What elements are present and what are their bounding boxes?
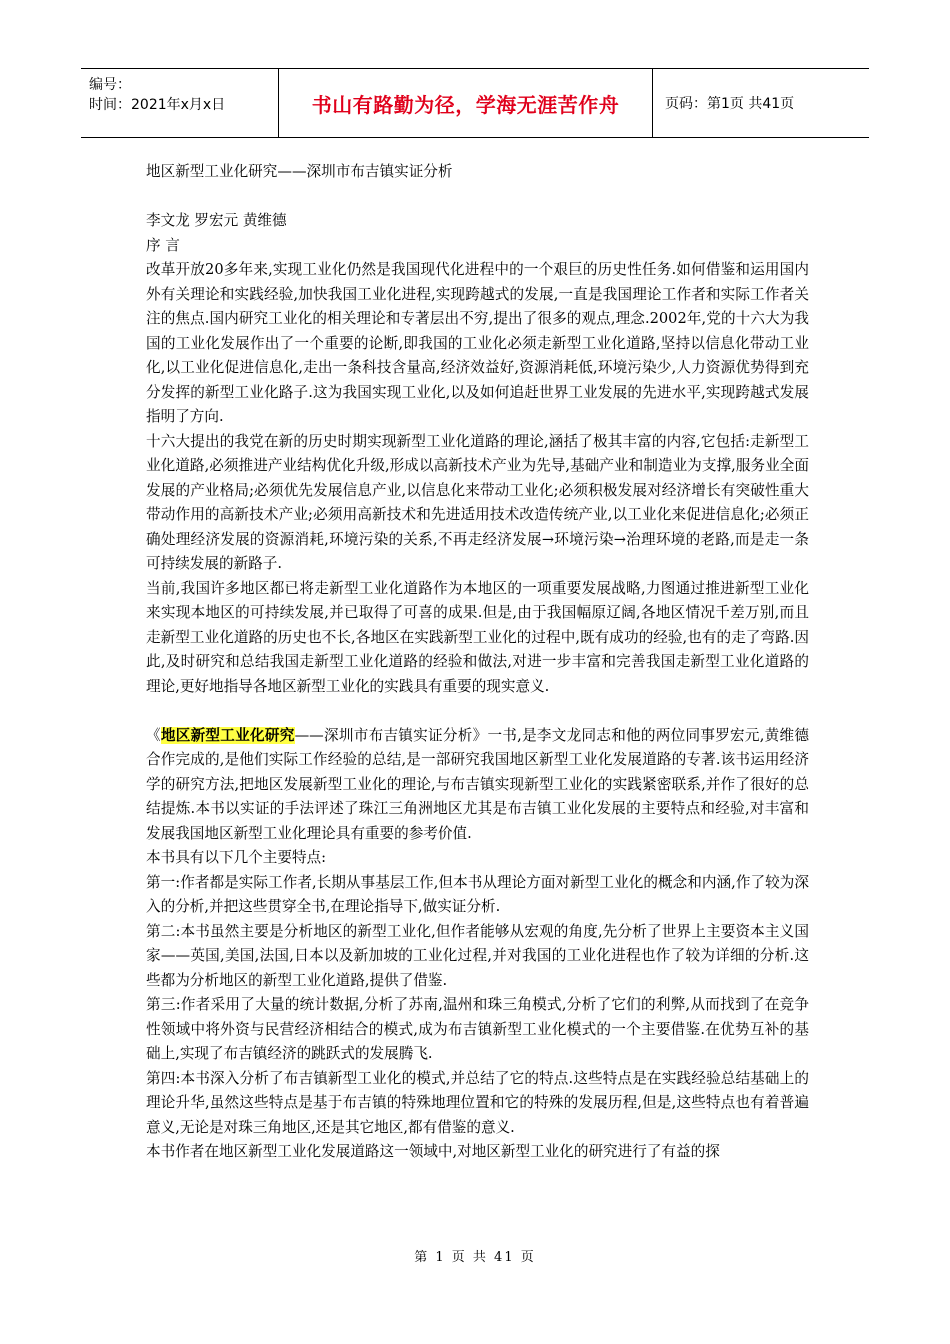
paragraph-5: 本书具有以下几个主要特点: [146,849,327,866]
header-motto: 书山有路勤为径，学海无涯苦作舟 [279,69,653,137]
paragraph-2: 十六大提出的我党在新的历史时期实现新型工业化道路的理论,涵括了极其丰富的内容,它包括:走新型工业化道路,必须推进产业结构优化升级,形成以高新技术产业为先导,基础产业和制造业为支撑,服务业全面发展的产业格局;必须优先发展信息产业,以信息化来带动工业化;必须积极发展对经济增长有突破性重大带动作用的高新技术产业;必须用高新技术和先进适用技术改造传统产业,以工业化来促进信息化;必须正确处理经济发展的资源消耗,环境污染的关系,不再走经济发展→环境污染→治理环境的老路,而是走一条可持续发展的新路子. [146,432,809,572]
document-body [146,160,809,1165]
paragraph-3: 当前,我国许多地区都已将走新型工业化道路作为本地区的一项重要发展战略,力图通过推进新型工业化来实现本地区的可持续发展,并已取得了可喜的成果.但是,由于我国幅原辽阔,各地区情况千差万别,而且走新型工业化道路的历史也不长,各地区在实践新型工业化的过程中,既有成功的经验,也有的走了弯路.因此,及时研究和总结我国走新型工业化道路的经验和做法,对进一步丰富和完善我国走新型工业化道路的理论,更好地指导各地区新型工业化的实践具有重要的现实意义. [146,579,809,695]
preface-heading: 序 言 [146,236,180,254]
paragraph-10: 本书作者在地区新型工业化发展道路这一领域中,对地区新型工业化的研究进行了有益的探 [146,1143,720,1160]
blank-line [146,699,809,724]
paragraph-8: 第三:作者采用了大量的统计数据,分析了苏南,温州和珠三角模式,分析了它们的利弊,从而找到了在竞争性领域中将外资与民营经济相结合的模式,成为布吉镇新型工业化模式的一个主要借鉴.在优势互补的基础上,实现了布吉镇经济的跳跃式的发展腾飞. [146,996,809,1062]
header-page-info: 页码：第1页 共41页 [665,96,795,112]
paragraph-1: 改革开放20多年来,实现工业化仍然是我国现代化进程中的一个艰巨的历史性任务.如何借鉴和运用国内外有关理论和实践经验,加快我国工业化进程,实现跨越式的发展,一直是我国理论工作者和实际工作者关注的焦点.国内研究工业化的相关理论和专著层出不穷,提出了很多的观点,理念.2002年,党的十六大为我国的工业化发展作出了一个重要的论断,即我国的工业化必须走新型工业化道路,坚持以信息化带动工业化,以工业化促进信息化,走出一条科技含量高,经济效益好,资源消耗低,环境污染少,人力资源优势得到充分发挥的新型工业化路子.这为我国实现工业化,以及如何追赶世界工业发展的先进水平,实现跨越式发展指明了方向. [146,261,809,425]
doc-time: 时间：2021年x月x日 [89,97,226,113]
doc-number-label: 编号： [89,77,131,93]
paragraph-6: 第一:作者都是实际工作者,长期从事基层工作,但本书从理论方面对新型工业化的概念和内涵,作了较为深入的分析,并把这些贯穿全书,在理论指导下,做实证分析. [146,873,809,915]
header-meta [81,69,279,137]
paragraph-4 [146,724,809,847]
paragraph-7: 第二:本书虽然主要是分析地区的新型工业化,但作者能够从宏观的角度,先分析了世界上主要资本主义国家——英国,美国,法国,日本以及新加坡的工业化过程,并对我国的工业化进程也作了较为详细的分析.这些都为分析地区的新型工业化道路,提供了借鉴. [146,922,809,989]
paragraph-4-text: ——深圳市布吉镇实证分析》一书,是李文龙同志和他的两位同事罗宏元,黄维德合作完成的,是他们实际工作经验的总结,是一部研究我国地区新型工业化发展道路的专著.该书运用经济学的研究方法,把地区发展新型工业化的理论,与布吉镇实现新型工业化的实践紧密联系,并作了很好的总结提炼.本书以实证的手法评述了珠江三角洲地区尤其是布吉镇工业化发展的主要特点和经验,对丰富和发展我国地区新型工业化理论具有重要的参考价值. [146,726,809,842]
book-quote-open: 《 [146,726,161,744]
doc-authors: 李文龙 罗宏元 黄维德 [146,212,287,229]
page-header [81,68,869,138]
doc-title: 地区新型工业化研究——深圳市布吉镇实证分析 [146,163,453,180]
page-footer: 第 1 页 共 41 页 [414,1250,536,1265]
paragraph-9: 第四:本书深入分析了布吉镇新型工业化的模式,并总结了它的特点.这些特点是在实践经验总结基础上的理论升华,虽然这些特点是基于布吉镇的特殊地理位置和它的特殊的发展历程,但是,这些特点也有着普遍意义,无论是对珠三角地区,还是其它地区,都有借鉴的意义. [146,1069,809,1136]
highlighted-book-title: 地区新型工业化研究 [160,726,295,744]
